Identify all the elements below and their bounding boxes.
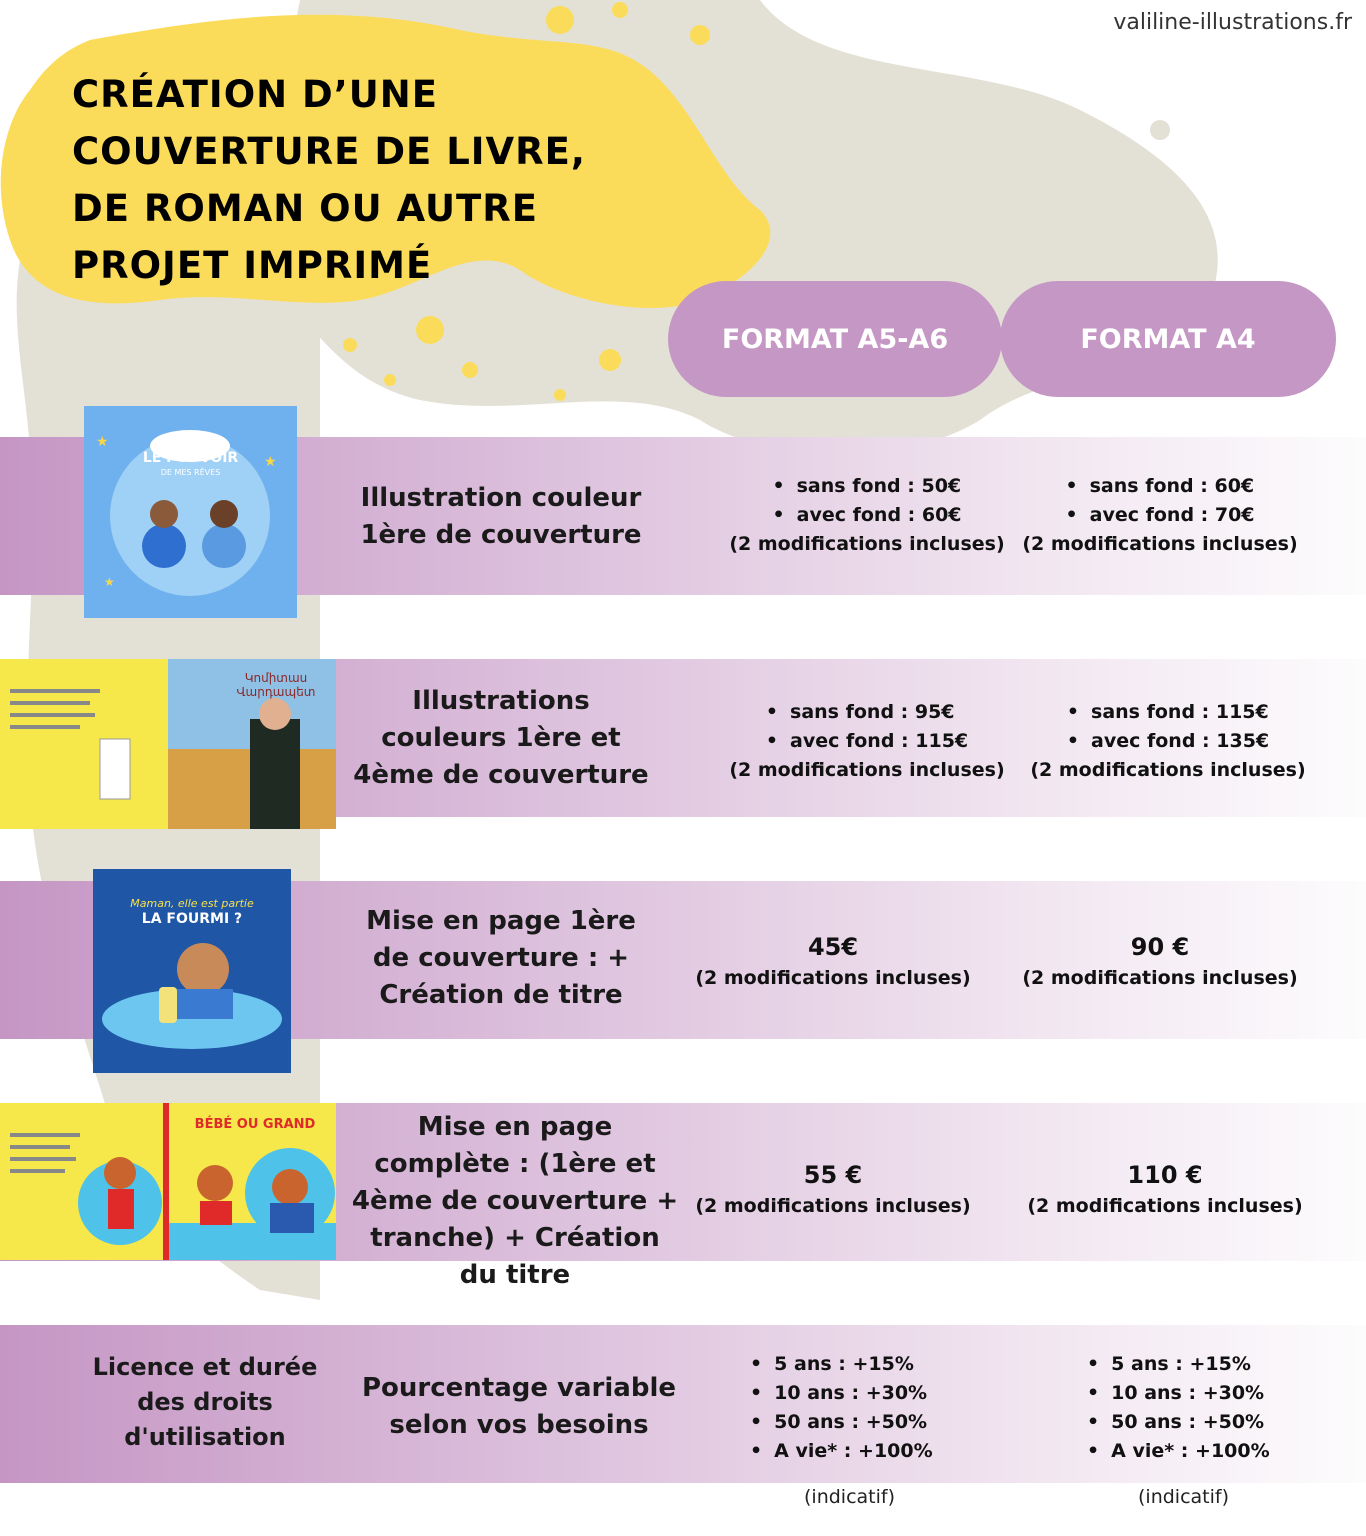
svg-text:★: ★ bbox=[104, 575, 115, 589]
column-header-a4: FORMAT A4 bbox=[1000, 281, 1336, 397]
price-a5 bbox=[690, 1158, 976, 1221]
license-a5 bbox=[700, 1350, 990, 1466]
row-label: Illustrations couleurs 1ère et 4ème de couverture bbox=[353, 686, 649, 790]
row-label: Mise en page complète : (1ère et 4ème de couverture + tranche) + Création du titre bbox=[351, 1112, 679, 1290]
cover-title: LA FOURMI ? bbox=[141, 911, 243, 927]
license-item: • 10 ans : +30% bbox=[750, 1379, 933, 1408]
license-description: Pourcentage variable selon vos besoins bbox=[361, 1373, 676, 1440]
license-item: • 5 ans : +15% bbox=[1087, 1350, 1270, 1379]
modifications-note: (2 modifications incluses) bbox=[1022, 967, 1298, 989]
cover-image-la-fourmi bbox=[93, 869, 291, 1073]
cover-image-bebe-ou-grand bbox=[0, 1103, 336, 1260]
price-a4 bbox=[1017, 930, 1303, 993]
license-item: • 5 ans : +15% bbox=[750, 1350, 933, 1379]
license-label: Licence et durée des droits d'utilisation bbox=[92, 1353, 318, 1451]
cover-title: Կոմիտաս Վարդապետ bbox=[236, 671, 316, 699]
license-a4 bbox=[1037, 1350, 1327, 1466]
modifications-note: (2 modifications incluses) bbox=[1030, 759, 1306, 781]
row-label: Illustration couleur 1ère de couverture bbox=[360, 483, 642, 550]
price-item: • sans fond : 115€ bbox=[1067, 698, 1269, 727]
license-item: • 10 ans : +30% bbox=[1087, 1379, 1270, 1408]
modifications-note: (2 modifications incluses) bbox=[1022, 533, 1298, 555]
website-url[interactable]: valiline-illustrations.fr bbox=[1113, 10, 1352, 35]
modifications-note: (2 modifications incluses) bbox=[695, 967, 971, 989]
cover-image-komitas bbox=[0, 659, 336, 829]
cover-title: LE POUVOIR bbox=[142, 450, 239, 466]
modifications-note: (2 modifications incluses) bbox=[729, 759, 1005, 781]
price-value: 55 € bbox=[803, 1161, 863, 1189]
price-item: • sans fond : 50€ bbox=[772, 472, 961, 501]
price-item: • avec fond : 60€ bbox=[772, 501, 961, 530]
price-item: • avec fond : 135€ bbox=[1067, 727, 1269, 756]
price-a5 bbox=[690, 930, 976, 993]
row-label: Mise en page 1ère de couverture : + Création de titre bbox=[366, 906, 636, 1010]
cover-subtitle: DE MES RÊVES bbox=[160, 468, 221, 477]
svg-text:★: ★ bbox=[264, 454, 277, 470]
indicative-note: (indicatif) bbox=[1138, 1486, 1229, 1508]
license-item: • 50 ans : +50% bbox=[1087, 1408, 1270, 1437]
page-title: CRÉATION D’UNE COUVERTURE DE LIVRE, DE ROMAN OU AUTRE PROJET IMPRIMÉ bbox=[72, 73, 586, 287]
price-item: • avec fond : 115€ bbox=[766, 727, 968, 756]
svg-text:★: ★ bbox=[96, 434, 109, 450]
price-item: • avec fond : 70€ bbox=[1065, 501, 1254, 530]
modifications-note: (2 modifications incluses) bbox=[695, 1195, 971, 1217]
price-a4 bbox=[1022, 1158, 1308, 1221]
price-a5 bbox=[700, 472, 1034, 559]
license-item: • 50 ans : +50% bbox=[750, 1408, 933, 1437]
license-item: • A vie* : +100% bbox=[750, 1437, 933, 1466]
cover-image-le-pouvoir bbox=[84, 406, 297, 618]
price-a4 bbox=[1000, 472, 1320, 559]
license-item: • A vie* : +100% bbox=[1087, 1437, 1270, 1466]
price-a5 bbox=[700, 698, 1034, 785]
column-header-a5-a6: FORMAT A5-A6 bbox=[668, 281, 1002, 397]
book-cover-illustration bbox=[84, 406, 297, 618]
price-item: • sans fond : 95€ bbox=[766, 698, 968, 727]
cover-title: BÉBÉ OU GRAND bbox=[194, 1117, 316, 1132]
price-a4 bbox=[1005, 698, 1331, 785]
modifications-note: (2 modifications incluses) bbox=[1027, 1195, 1303, 1217]
price-value: 110 € bbox=[1127, 1161, 1203, 1189]
cover-subtitle: Maman, elle est partie bbox=[130, 897, 254, 910]
indicative-note: (indicatif) bbox=[804, 1486, 895, 1508]
price-value: 90 € bbox=[1130, 933, 1190, 961]
price-item: • sans fond : 60€ bbox=[1065, 472, 1254, 501]
price-value: 45€ bbox=[807, 933, 859, 961]
modifications-note: (2 modifications incluses) bbox=[729, 533, 1005, 555]
